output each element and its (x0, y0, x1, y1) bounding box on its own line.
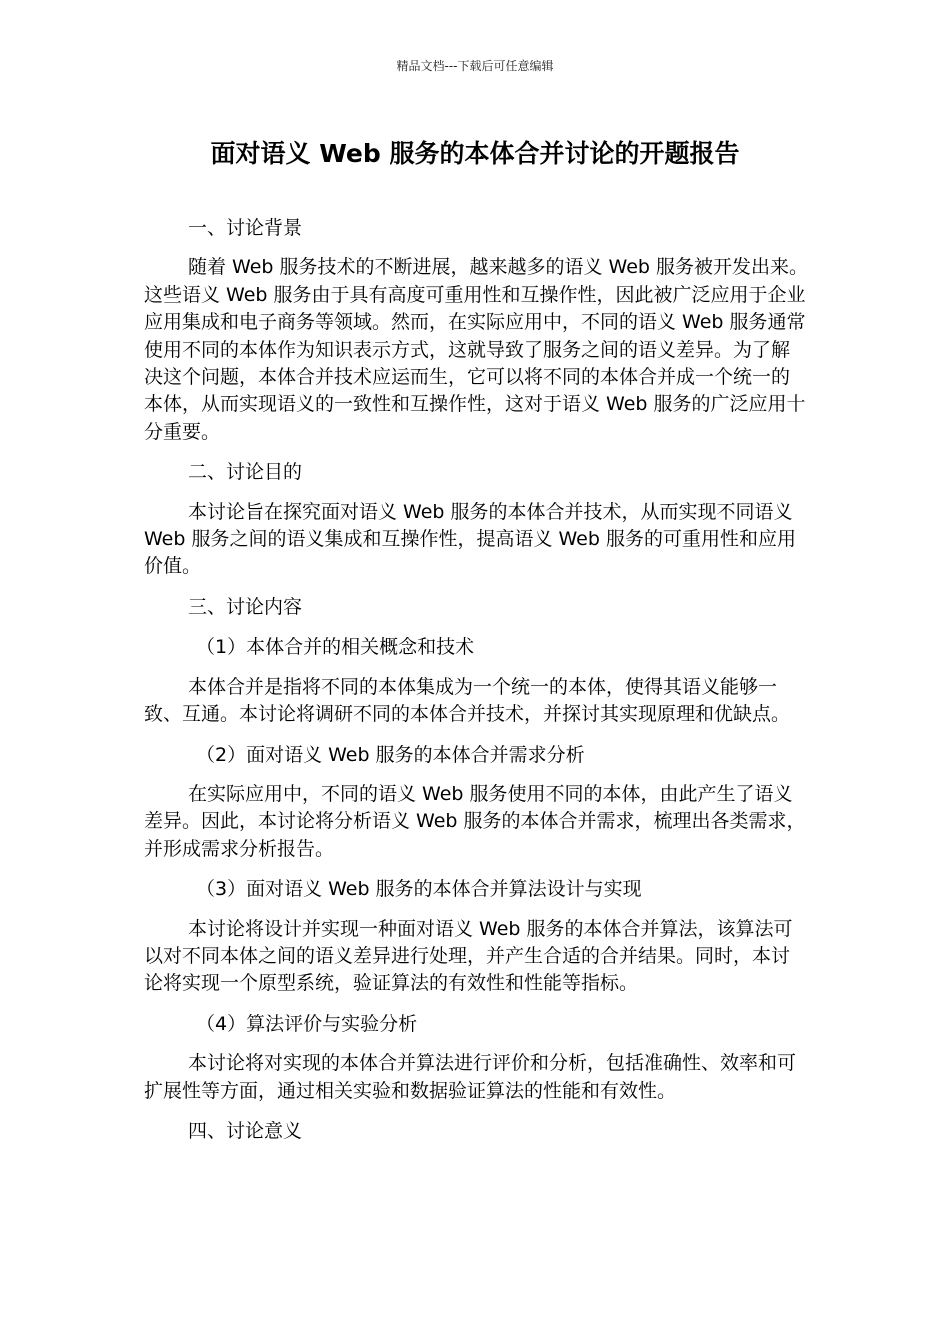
document-title: 面对语义 Web 服务的本体合并讨论的开题报告 (210, 139, 740, 168)
section-heading-purpose: 二、讨论目的 (188, 461, 303, 484)
section-heading-significance: 四、讨论意义 (188, 1119, 303, 1142)
paragraph-concepts: 本体合并是指将不同的本体集成为一个统一的本体，使得其语义能够一致、互通。本讨论将调研不同的本体合并技术，并探讨其实现原理和优缺点。 (144, 675, 791, 726)
document-body (144, 215, 808, 1145)
paragraph-background: 随着 Web 服务技术的不断进展，越来越多的语义 Web 服务被开发出来。这些语义 Web 服务由于具有高度可重用性和互操作性，因此被广泛应用于企业应用集成和电子商务等领域。然而，在实际应用中，不同的语义 Web 服务通常使用不同的本体作为知识表示方式，这就导致了服务之间的语义差异。为了解决这个问题，本体合并技术应运而生，它可以将不同的本体合并成一个统一的本体，从而实现语义的一致性和互操作性，这对于语义 Web 服务的广泛应用十分重要。 (144, 256, 809, 443)
paragraph-evaluation: 本讨论将对实现的本体合并算法进行评价和分析，包括准确性、效率和可扩展性等方面，通过相关实验和数据验证算法的性能和有效性。 (144, 1052, 797, 1102)
subheading-algorithm: （3）面对语义 Web 服务的本体合并算法设计与实现 (196, 878, 642, 901)
paragraph-algorithm: 本讨论将设计并实现一种面对语义 Web 服务的本体合并算法，该算法可以对不同本体之间的语义差异进行处理，并产生合适的合并结果。同时，本讨论将实现一个原型系统，验证算法的有效性和性能等指标。 (144, 917, 793, 995)
page-header: 精品文档---下载后可任意编辑 (396, 59, 554, 73)
subheading-requirements: （2）面对语义 Web 服务的本体合并需求分析 (196, 743, 585, 766)
subheading-evaluation: （4）算法评价与实验分析 (196, 1012, 418, 1035)
subheading-concepts: （1）本体合并的相关概念和技术 (196, 636, 475, 659)
section-heading-content: 三、讨论内容 (188, 595, 303, 618)
paragraph-requirements: 在实际应用中，不同的语义 Web 服务使用不同的本体，由此产生了语义差异。因此，本讨论将分析语义 Web 服务的本体合并需求，梳理出各类需求，并形成需求分析报告。 (144, 782, 806, 860)
section-heading-background: 一、讨论背景 (188, 217, 303, 239)
paragraph-purpose: 本讨论旨在探究面对语义 Web 服务的本体合并技术，从而实现不同语义 Web 服务之间的语义集成和互操作性，提高语义 Web 服务的可重用性和应用价值。 (144, 500, 796, 578)
